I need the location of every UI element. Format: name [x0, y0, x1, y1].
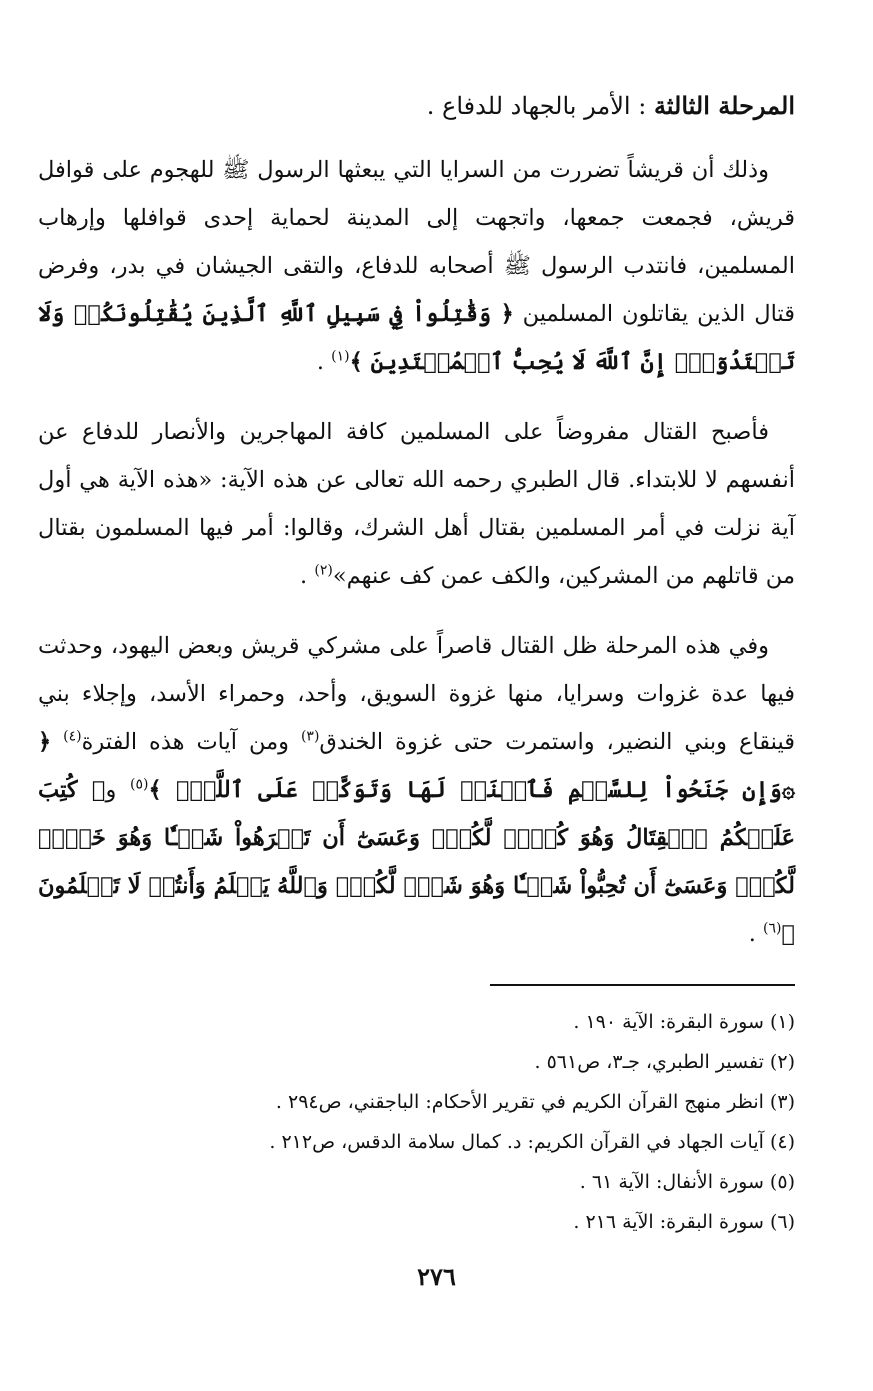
footnote-4: (٤) آيات الجهاد في القرآن الكريم: د. كمال سلامة الدقس، ص٢١٢ . [269, 1131, 795, 1153]
paragraph-1-end: . [316, 349, 324, 375]
footnote-5: (٥) سورة الأنفال: الآية ٦١ . [579, 1171, 795, 1193]
footnote-ref-6[interactable]: (٦) [763, 920, 782, 937]
quran-verse-3: ﴿ كُتِبَ عَلَيۡكُمُ ٱلۡقِتَالُ وَهُوَ كُرۡهٞ لَّكُمۡۖ وَعَسَىٰٓ أَن تَكۡرَهُواْ شَيۡـٔٗا وَهُوَ خَيۡرٞ لَّكُمۡۖ وَعَسَىٰٓ أَن تُحِبُّواْ شَيۡـٔٗا وَهُوَ شَرّٞ لَّكُمۡۚ وَٱللَّهُ يَعۡلَمُ وَأَنتُمۡ لَا تَعۡلَمُونَ ﴾ [38, 777, 795, 947]
footnote-2: (٢) تفسير الطبري، جـ٣، ص٥٦١ . [534, 1051, 795, 1073]
footnote-3: (٣) انظر منهج القرآن الكريم في تقرير الأحكام: الباجقني، ص٢٩٤ . [275, 1091, 795, 1113]
quran-verse-2: ﴿ ۞وَإِن جَنَحُواْ لِلسَّلۡمِ فَٱجۡنَحۡ لَهَا وَتَوَكَّلۡ عَلَى ٱللَّهِۚ ﴾ [38, 729, 796, 803]
paragraph-3-end: . [748, 921, 756, 947]
section-heading-title: : الأمر بالجهاد للدفاع . [426, 92, 647, 120]
footnote-ref-4[interactable]: (٤) [63, 728, 82, 745]
paragraph-3-text-c: و [105, 777, 117, 803]
paragraph-2 [38, 408, 795, 600]
footnote-divider [490, 984, 795, 986]
footnote-ref-1[interactable]: (١) [331, 348, 350, 365]
footnote-1: (١) سورة البقرة: الآية ١٩٠ . [573, 1011, 795, 1033]
paragraph-3 [38, 622, 795, 958]
footnote-6: (٦) سورة البقرة: الآية ٢١٦ . [573, 1211, 795, 1233]
section-heading-label: المرحلة الثالثة [653, 91, 795, 120]
paragraph-1-text: وذلك أن قريشاً تضررت من السرايا التي يبعثها الرسول ﷺ للهجوم على قوافل قريش، فجمعت جمعها، واتجهت إلى المدينة لحماية إحدى قوافلها وإرهاب المسلمين، فانتدب الرسول ﷺ أصحابه للدفاع، والتقى الجيشان في بدر، وفرض قتال الذين يقاتلون المسلمين [38, 157, 795, 327]
paragraph-3-text-b: ومن آيات هذه الفترة [81, 729, 289, 755]
paragraph-2-text: فأصبح القتال مفروضاً على المسلمين كافة المهاجرين والأنصار للدفاع عن أنفسهم لا للابتداء. قال الطبري رحمه الله تعالى عن هذه الآية: «هذه الآية هي أول آية نزلت في أمر المسلمين بقتال أهل الشرك، وقالوا: أمر فيها المسلمون بقتال من قاتلهم من المشركين، والكف عمن كف عنهم» [38, 419, 795, 589]
footnote-ref-3[interactable]: (٣) [300, 728, 320, 745]
footnote-ref-5[interactable]: (٥) [129, 776, 149, 793]
paragraph-2-end: . [300, 563, 308, 589]
quran-verse-1: ﴿ وَقَٰتِلُواْ فِي سَبِيلِ ٱللَّهِ ٱلَّذِينَ يُقَٰتِلُونَكُمۡ وَلَا تَعۡتَدُوٓاْۚ إِنَّ ٱللَّهَ لَا يُحِبُّ ٱلۡمُعۡتَدِينَ ﴾ [38, 301, 795, 375]
footnotes [38, 1002, 795, 1242]
footnote-ref-2[interactable]: (٢) [314, 562, 333, 579]
section-heading [38, 84, 795, 128]
paragraph-3-text-a: وفي هذه المرحلة ظل القتال قاصراً على مشركي قريش وبعض اليهود، وحدثت فيها عدة غزوات وسرايا، منها غزوة السويق، وأحد، وحمراء الأسد، وإجلاء بني قينقاع وبني النضير، واستمرت حتى غزوة الخندق [38, 633, 795, 755]
page-body [38, 84, 796, 1233]
page-number: ٢٧٦ [417, 1262, 456, 1291]
paragraph-1 [38, 146, 795, 386]
